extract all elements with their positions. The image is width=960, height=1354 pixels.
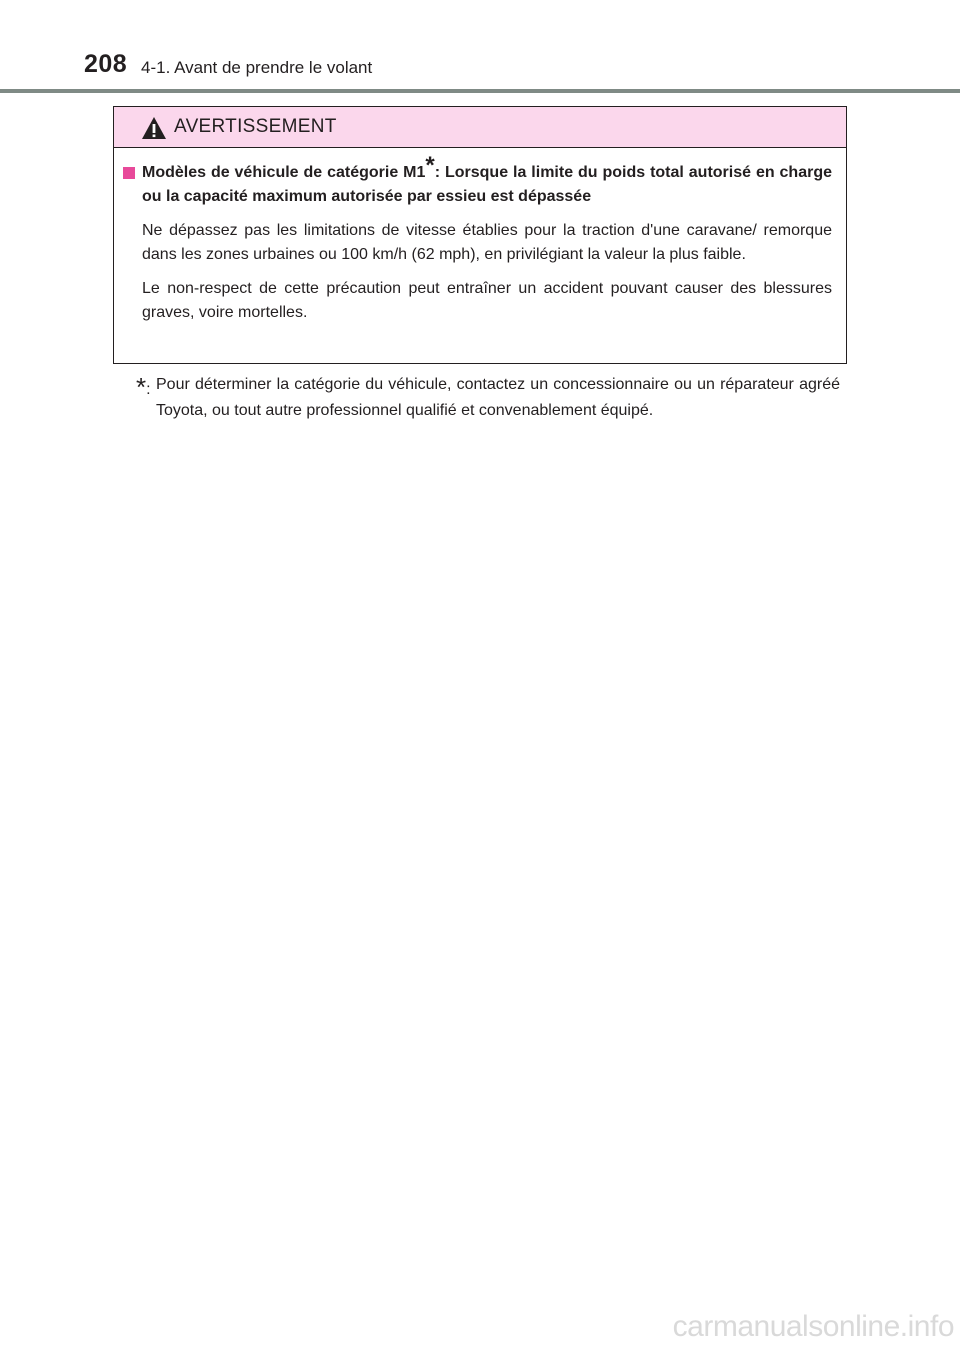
heading-text-part1: Modèles de véhicule de catégorie M1	[142, 164, 426, 181]
warning-body	[114, 152, 846, 325]
bullet-square-icon	[123, 167, 135, 179]
footnote-asterisk: *	[136, 372, 147, 402]
watermark: carmanualsonline.info	[672, 1310, 954, 1343]
page-number: 208	[84, 50, 128, 78]
footnote-marker	[136, 372, 151, 403]
header-divider	[0, 89, 960, 93]
footnote-colon: :	[146, 381, 151, 398]
warning-box	[113, 106, 847, 364]
heading-asterisk: *	[425, 152, 435, 179]
heading-text-part2: : Lorsque la limite du poids total autorisé en charge ou la capacité maximum autorisée par essieu est dépassée	[142, 164, 833, 205]
footnote	[136, 372, 840, 424]
warning-item-heading	[142, 152, 833, 209]
footnote-text: Pour déterminer la catégorie du véhicule, contactez un concessionnaire ou un réparateur agréé Toyota, ou tout autre professionnel qualifié et convenablement équipé.	[156, 376, 840, 419]
warning-header	[114, 107, 846, 148]
warning-paragraph-speed: Ne dépassez pas les limitations de vitesse établies pour la traction d'une caravane/ remorque dans les zones urbaines ou 100 km/h (62 mph), en privilégiant la valeur la plus faible.	[142, 222, 832, 263]
warning-paragraph-consequence: Le non-respect de cette précaution peut entraîner un accident pouvant causer des blessures graves, voire mortelles.	[142, 280, 832, 321]
warning-title: AVERTISSEMENT	[174, 116, 337, 137]
section-title: 4-1. Avant de prendre le volant	[141, 58, 373, 77]
warning-triangle-icon	[141, 116, 167, 140]
